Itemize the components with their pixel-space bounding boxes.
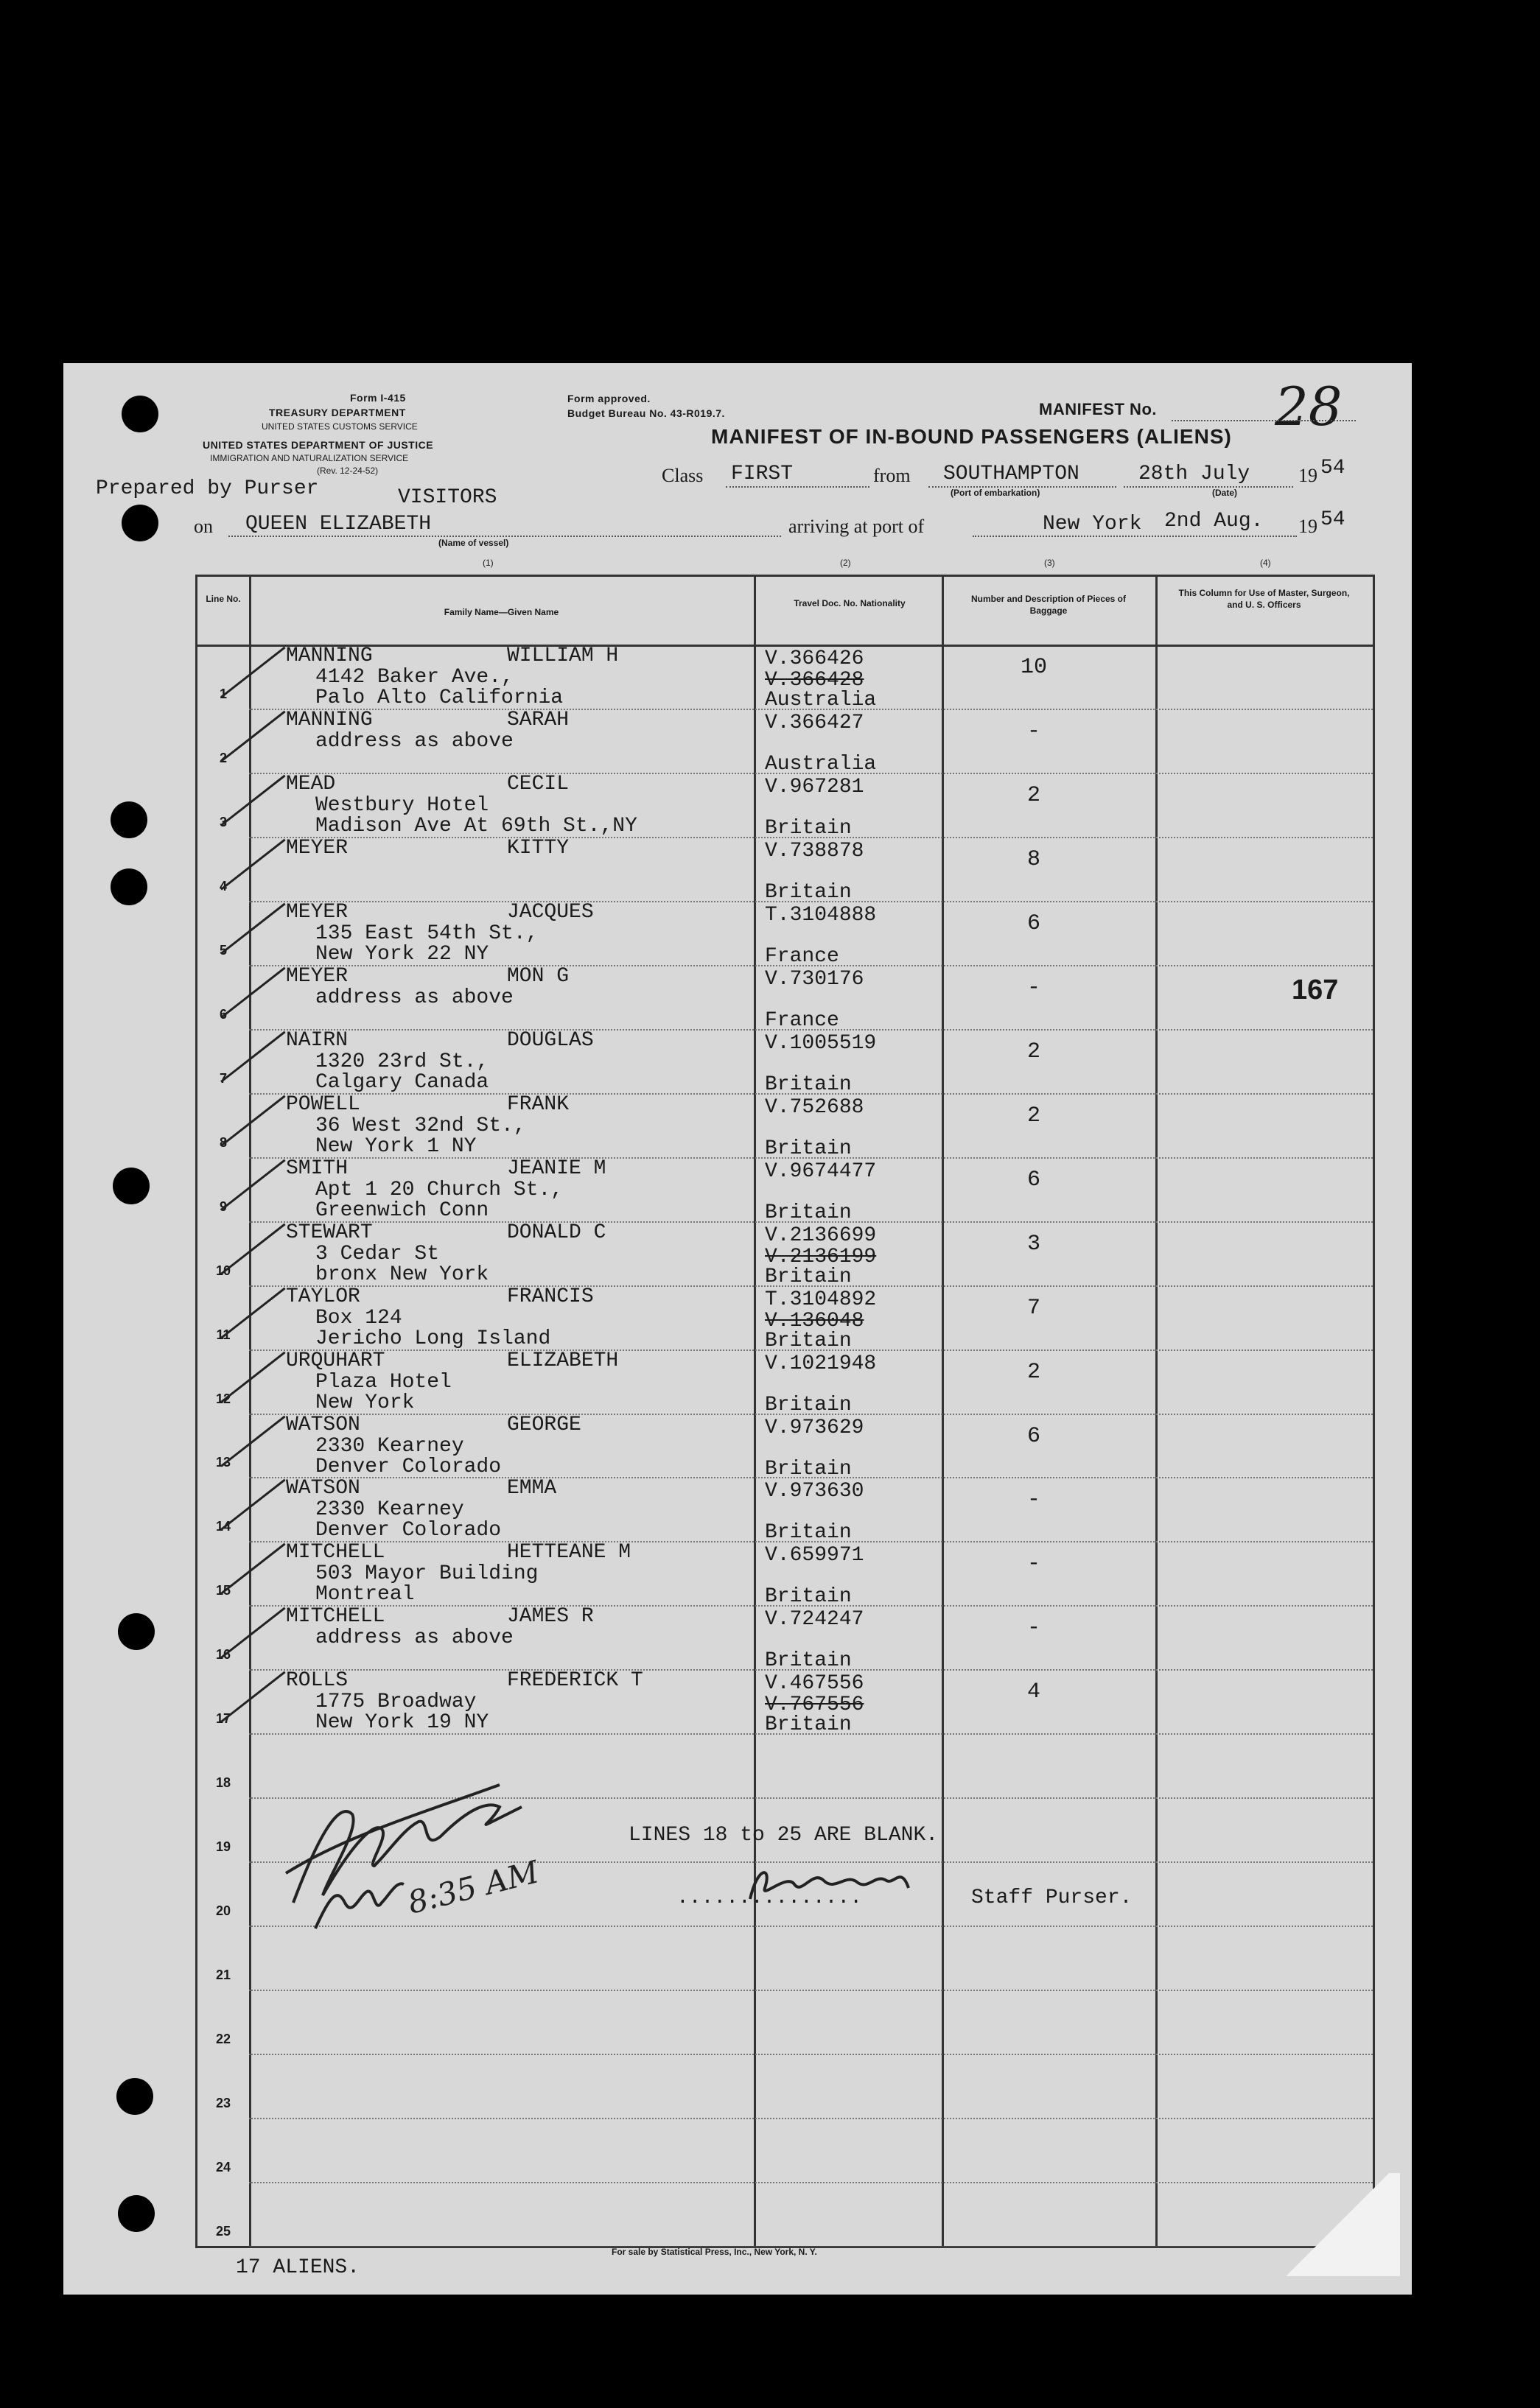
nationality: Britain — [765, 1457, 852, 1481]
passenger-row — [197, 1349, 1373, 1417]
baggage-count: - — [1026, 975, 1040, 1000]
line-number: 14 — [215, 1519, 231, 1534]
depart-year: 54 — [1320, 457, 1345, 480]
baggage-count: 6 — [1026, 1167, 1040, 1193]
manifest-no-label: MANIFEST No. — [1039, 400, 1157, 418]
check-mark — [220, 966, 286, 1018]
passenger-family-name: URQUHART — [286, 1349, 385, 1372]
passenger-address-line2: Calgary Canada — [315, 1070, 489, 1094]
line-number: 4 — [219, 878, 227, 894]
form-justice: UNITED STATES DEPARTMENT OF JUSTICE — [203, 439, 434, 451]
passenger-given-name: JACQUES — [507, 900, 594, 924]
check-mark — [220, 1607, 286, 1659]
line-number: 11 — [216, 1327, 231, 1342]
struck-doc-number: V.767556 — [765, 1693, 864, 1717]
baggage-count: 8 — [1026, 846, 1040, 872]
depart-date: 28th July — [1138, 463, 1250, 485]
check-mark — [220, 1671, 286, 1723]
form-number: Form I-415 — [350, 392, 406, 404]
line-number: 21 — [215, 1968, 231, 1983]
passenger-address-line2: Madison Ave At 69th St.,NY — [315, 814, 637, 838]
passenger-address-line1: 3 Cedar St — [315, 1242, 440, 1266]
passenger-family-name: POWELL — [286, 1092, 360, 1116]
line-number: 2 — [219, 750, 227, 765]
form-budget: Budget Bureau No. 43-R019.7. — [567, 407, 725, 419]
passenger-family-name: MEAD — [286, 772, 336, 796]
nationality: Britain — [765, 880, 852, 904]
passenger-address-line1: address as above — [315, 1626, 514, 1650]
nationality: Australia — [765, 752, 877, 776]
passenger-row — [197, 1285, 1373, 1352]
line-number: 22 — [215, 2032, 231, 2047]
baggage-count: 6 — [1026, 910, 1040, 936]
passenger-family-name: MANNING — [286, 645, 373, 667]
line-number: 23 — [215, 2096, 231, 2111]
travel-doc-number: T.3104888 — [765, 903, 877, 927]
blank-lines-note: LINES 18 to 25 ARE BLANK. — [629, 1824, 939, 1847]
passenger-family-name: MITCHELL — [286, 1605, 385, 1629]
passenger-family-name: MITCHELL — [286, 1541, 385, 1565]
form-service: UNITED STATES CUSTOMS SERVICE — [262, 421, 418, 432]
col-doc: Travel Doc. No. Nationality — [794, 598, 906, 608]
passenger-address-line1: 1320 23rd St., — [315, 1050, 489, 1073]
passenger-family-name: MEYER — [286, 836, 349, 860]
passenger-given-name: WILLIAM H — [507, 645, 619, 667]
passenger-address-line2: Palo Alto California — [315, 687, 564, 709]
line-number: 3 — [219, 814, 227, 829]
col-num-1: (1) — [483, 558, 494, 568]
passenger-address-line1: 4142 Baker Ave., — [315, 666, 514, 689]
stamp-time: 8:35 AM — [404, 1853, 543, 1921]
passenger-row — [197, 1605, 1373, 1673]
passenger-address-line1: 36 West 32nd St., — [315, 1114, 526, 1137]
class-label: Class — [662, 465, 704, 486]
passenger-address-line2: New York 22 NY — [315, 942, 489, 966]
travel-doc-number: T.3104892 — [765, 1288, 877, 1311]
passenger-family-name: WATSON — [286, 1413, 360, 1436]
check-mark — [220, 711, 286, 762]
baggage-count: - — [1026, 1615, 1040, 1641]
passenger-row — [197, 1028, 1373, 1096]
passenger-address-line2: New York 19 NY — [315, 1711, 489, 1735]
on-label: on — [194, 516, 213, 537]
passenger-row — [197, 1477, 1373, 1545]
baggage-count: - — [1026, 718, 1040, 744]
nationality: France — [765, 944, 839, 968]
nationality: Britain — [765, 1137, 852, 1160]
depart-year-prefix: 19 — [1298, 465, 1317, 486]
form-rev: (Rev. 12-24-52) — [317, 466, 379, 476]
col-num-2: (2) — [840, 558, 851, 568]
line-number: 12 — [215, 1391, 231, 1406]
punch-hole — [111, 868, 147, 905]
passenger-family-name: NAIRN — [286, 1028, 349, 1052]
check-mark — [220, 1031, 286, 1082]
passenger-address-line1: Plaza Hotel — [315, 1370, 452, 1394]
travel-doc-number: V.2136699 — [765, 1224, 877, 1247]
nationality: Australia — [765, 689, 877, 712]
travel-doc-number: V.973629 — [765, 1416, 864, 1439]
punch-hole — [111, 801, 147, 838]
passenger-given-name: HETTEANE M — [507, 1541, 631, 1565]
nationality: Britain — [765, 1265, 852, 1288]
passenger-address-line2: Jericho Long Island — [315, 1327, 551, 1350]
travel-doc-number: V.967281 — [765, 775, 864, 798]
baggage-count: 4 — [1026, 1679, 1040, 1705]
passenger-address-line1: 1775 Broadway — [315, 1691, 477, 1714]
prepared-by: Prepared by Purser — [96, 477, 319, 500]
nationality: Britain — [765, 1201, 852, 1224]
line-number: 6 — [219, 1006, 227, 1022]
line-number: 24 — [215, 2160, 231, 2175]
arrival-date: 2nd Aug. — [1164, 510, 1264, 533]
punch-hole — [118, 2195, 155, 2232]
form-ins: IMMIGRATION AND NATURALIZATION SERVICE — [210, 453, 409, 463]
row-rule — [249, 2054, 1373, 2055]
port-embark-caption: (Port of embarkation) — [951, 488, 1040, 498]
passenger-given-name: ELIZABETH — [507, 1349, 619, 1372]
travel-doc-number: V.730176 — [765, 967, 864, 991]
nationality: Britain — [765, 1393, 852, 1417]
passenger-row — [197, 708, 1373, 776]
passenger-address-line2: bronx New York — [315, 1263, 489, 1286]
travel-doc-number: V.1021948 — [765, 1352, 877, 1375]
row-rule — [249, 2118, 1373, 2119]
check-mark — [220, 1287, 286, 1338]
class-value: FIRST — [731, 463, 794, 485]
form-approved: Form approved. — [567, 393, 651, 404]
nationality: Britain — [765, 1073, 852, 1096]
manifest-title: MANIFEST OF IN-BOUND PASSENGERS (ALIENS) — [711, 425, 1232, 448]
passenger-family-name: MANNING — [286, 708, 373, 731]
passenger-address-line1: Box 124 — [315, 1306, 402, 1330]
form-dept: TREASURY DEPARTMENT — [269, 407, 406, 418]
purser-dots: ............... — [676, 1886, 863, 1909]
passenger-row — [197, 1092, 1373, 1160]
struck-doc-number: V.2136199 — [765, 1245, 877, 1268]
visitors-label: VISITORS — [398, 486, 497, 509]
passenger-given-name: EMMA — [507, 1477, 557, 1500]
check-mark — [220, 1159, 286, 1210]
check-mark — [220, 1415, 286, 1467]
baggage-count: 7 — [1026, 1295, 1040, 1321]
row-rule — [249, 2182, 1373, 2183]
passenger-address-line1: address as above — [315, 729, 514, 753]
nationality: Britain — [765, 1585, 852, 1609]
baggage-count: 2 — [1026, 1359, 1040, 1385]
passenger-row — [197, 772, 1373, 840]
passenger-address-line2: New York — [315, 1391, 415, 1414]
line-number: 20 — [215, 1903, 231, 1919]
passenger-address-line1: 2330 Kearney — [315, 1434, 464, 1458]
arrival-port: New York — [1043, 513, 1142, 536]
purser-signature — [743, 1858, 920, 1910]
travel-doc-number: V.366426 — [765, 647, 864, 670]
check-mark — [220, 902, 286, 954]
baggage-count: - — [1026, 1551, 1040, 1577]
check-mark — [220, 1095, 286, 1146]
passenger-row — [197, 645, 1373, 712]
nationality: Britain — [765, 1521, 852, 1545]
passenger-given-name: DONALD C — [507, 1221, 606, 1244]
punch-hole — [118, 1613, 155, 1650]
line-number: 16 — [215, 1647, 231, 1663]
travel-doc-number: V.9674477 — [765, 1159, 877, 1183]
line-number: 15 — [215, 1583, 231, 1598]
baggage-count: 2 — [1026, 782, 1040, 808]
baggage-count: 2 — [1026, 1039, 1040, 1064]
baggage-count: - — [1026, 1487, 1040, 1513]
passenger-address-line1: 503 Mayor Building — [315, 1562, 539, 1586]
passenger-address-line2: Greenwich Conn — [315, 1198, 489, 1222]
passenger-given-name: MON G — [507, 964, 570, 988]
passenger-given-name: GEORGE — [507, 1413, 581, 1436]
folded-corner — [1275, 2173, 1400, 2276]
passenger-row — [197, 1413, 1373, 1481]
nationality: Britain — [765, 816, 852, 840]
passenger-given-name: FRANCIS — [507, 1285, 594, 1308]
arriving-label: arriving at port of — [788, 516, 925, 537]
passenger-given-name: FRANK — [507, 1092, 570, 1116]
passenger-family-name: TAYLOR — [286, 1285, 360, 1308]
purser-title: Staff Purser. — [971, 1886, 1133, 1909]
passenger-given-name: JAMES R — [507, 1605, 594, 1629]
travel-doc-number: V.1005519 — [765, 1031, 877, 1055]
printer-credit: For sale by Statistical Press, Inc., New York, N. Y. — [612, 2247, 817, 2257]
travel-doc-number: V.752688 — [765, 1095, 864, 1119]
passenger-family-name: STEWART — [286, 1221, 373, 1244]
vessel-caption: (Name of vessel) — [438, 538, 509, 548]
passenger-address-line2: Montreal — [315, 1583, 415, 1607]
col-official: This Column for Use of Master, Surgeon, and U. S. Officers — [1178, 588, 1350, 610]
date-caption: (Date) — [1212, 488, 1238, 498]
col-num-3: (3) — [1044, 558, 1055, 568]
vessel-name: QUEEN ELIZABETH — [245, 513, 432, 536]
nationality: France — [765, 1008, 839, 1032]
col-baggage: Number and Description of Pieces of Baggage — [970, 594, 1127, 616]
nationality: Britain — [765, 1713, 852, 1737]
travel-doc-number: V.973630 — [765, 1480, 864, 1503]
line-number: 5 — [219, 942, 227, 958]
inspector-signature — [271, 1755, 581, 1932]
travel-doc-number: V.724247 — [765, 1608, 864, 1632]
check-mark — [220, 647, 286, 698]
check-mark — [220, 1479, 286, 1531]
struck-doc-number: V.136048 — [765, 1309, 864, 1333]
check-mark — [220, 1351, 286, 1403]
passenger-row — [197, 1156, 1373, 1224]
line-number: 8 — [219, 1134, 227, 1150]
total-aliens: 17 ALIENS. — [236, 2256, 360, 2279]
punch-hole — [122, 396, 158, 432]
passenger-address-line1: 2330 Kearney — [315, 1498, 464, 1522]
check-mark — [220, 1223, 286, 1274]
baggage-count: 3 — [1026, 1231, 1040, 1257]
passenger-row — [197, 1669, 1373, 1737]
passenger-family-name: SMITH — [286, 1156, 349, 1180]
col-name: Family Name—Given Name — [444, 607, 559, 617]
punch-hole — [116, 2078, 153, 2115]
check-mark — [220, 838, 286, 890]
from-value: SOUTHAMPTON — [943, 463, 1079, 485]
passenger-family-name: ROLLS — [286, 1669, 349, 1693]
line-number: 17 — [215, 1711, 231, 1727]
line-number: 25 — [215, 2224, 231, 2239]
travel-doc-number: V.467556 — [765, 1672, 864, 1696]
nationality: Britain — [765, 1329, 852, 1352]
line-number: 1 — [219, 686, 227, 701]
col-num-4: (4) — [1260, 558, 1271, 568]
passenger-address-line1: 135 East 54th St., — [315, 922, 539, 945]
passenger-address-line2: Denver Colorado — [315, 1519, 502, 1542]
passenger-address-line1: address as above — [315, 986, 514, 1009]
passenger-given-name: CECIL — [507, 772, 570, 796]
baggage-count: 6 — [1026, 1423, 1040, 1449]
manifest-number: 28 — [1275, 376, 1343, 438]
passenger-family-name: MEYER — [286, 964, 349, 988]
passenger-given-name: SARAH — [507, 708, 570, 731]
passenger-address-line1: Westbury Hotel — [315, 793, 489, 817]
line-number: 7 — [219, 1070, 227, 1086]
line-number: 9 — [219, 1198, 227, 1214]
passenger-address-line2: Denver Colorado — [315, 1455, 502, 1478]
passenger-row — [197, 1541, 1373, 1609]
passenger-given-name: JEANIE M — [507, 1156, 606, 1180]
check-mark — [220, 1543, 286, 1595]
travel-doc-number: V.366427 — [765, 711, 864, 734]
travel-doc-number: V.659971 — [765, 1544, 864, 1568]
struck-doc-number: V.366428 — [765, 669, 864, 692]
passenger-table — [195, 575, 1375, 2248]
arrival-year: 54 — [1320, 508, 1345, 531]
passenger-address-line1: Apt 1 20 Church St., — [315, 1178, 564, 1201]
punch-hole — [113, 1168, 150, 1204]
baggage-count: 10 — [1020, 655, 1047, 680]
col-line-no: Line No. — [206, 594, 241, 604]
check-mark — [220, 775, 286, 826]
passenger-family-name: WATSON — [286, 1477, 360, 1500]
line-number: 10 — [215, 1263, 231, 1278]
passenger-given-name: FREDERICK T — [507, 1669, 643, 1693]
passenger-given-name: DOUGLAS — [507, 1028, 594, 1052]
baggage-count: 2 — [1026, 1103, 1040, 1128]
from-label: from — [873, 465, 911, 486]
passenger-row — [197, 964, 1373, 1032]
nationality: Britain — [765, 1649, 852, 1673]
passenger-row — [197, 900, 1373, 968]
line-number: 19 — [215, 1839, 231, 1855]
passenger-address-line2: New York 1 NY — [315, 1134, 477, 1158]
passenger-row — [197, 836, 1373, 904]
row-rule — [249, 1990, 1373, 1991]
line-number: 13 — [215, 1455, 231, 1470]
arrival-year-prefix: 19 — [1298, 516, 1317, 537]
passenger-given-name: KITTY — [507, 836, 570, 860]
punch-hole — [122, 505, 158, 541]
passenger-row — [197, 1221, 1373, 1288]
travel-doc-number: V.738878 — [765, 839, 864, 863]
line-number: 18 — [215, 1775, 231, 1791]
official-mark: 167 — [1292, 975, 1339, 1005]
passenger-family-name: MEYER — [286, 900, 349, 924]
